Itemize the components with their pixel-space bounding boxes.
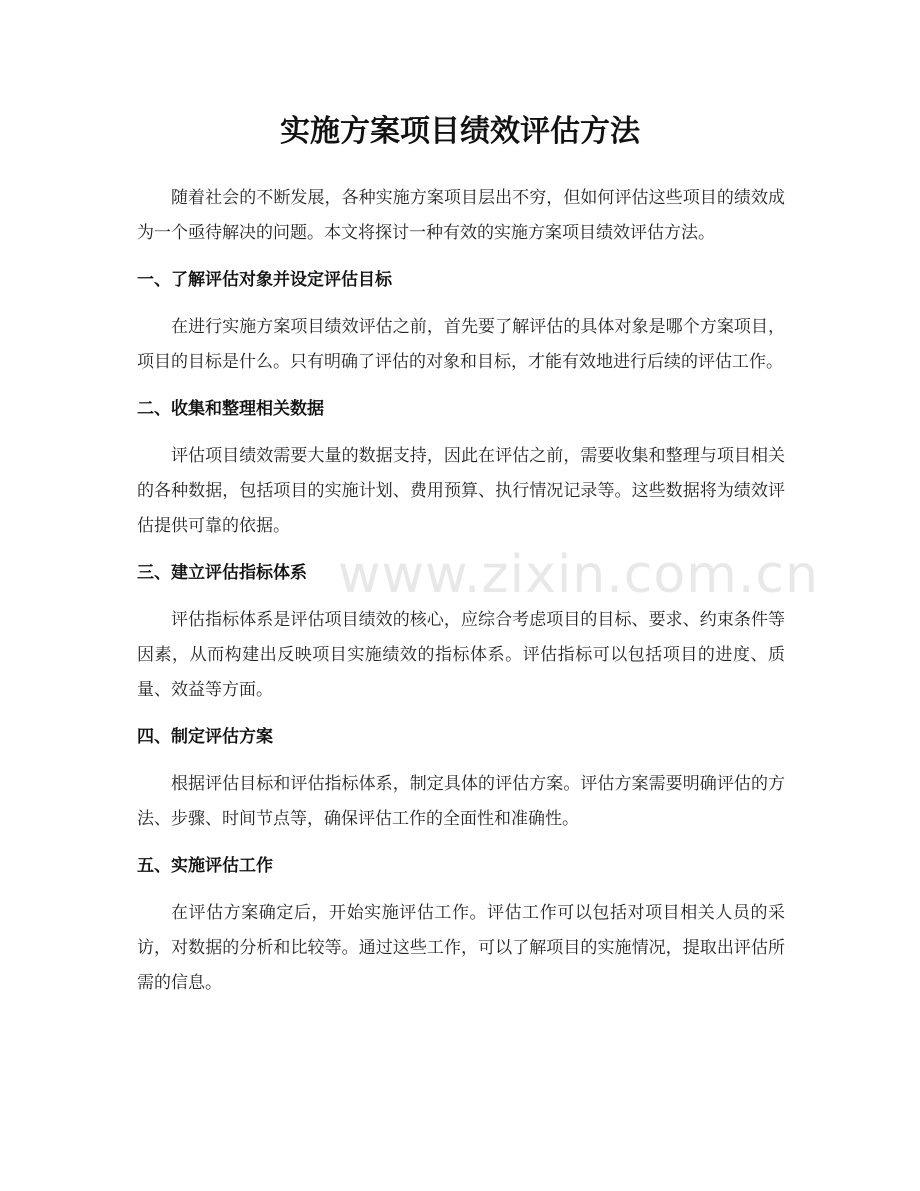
section-5 [137, 849, 785, 1001]
section-heading: 三、建立评估指标体系 [137, 563, 307, 583]
document-body [137, 181, 785, 1013]
watermark: www.zixin.com.cn [338, 545, 819, 605]
section-1 [137, 263, 785, 380]
section-4 [137, 720, 785, 837]
section-paragraph: 根据评估目标和评估指标体系，制定具体的评估方案。评估方案需要明确评估的方法、步骤、时间节点等，确保评估工作的全面性和准确性。 [137, 774, 785, 829]
section-3 [137, 556, 785, 708]
section-paragraph: 评估指标体系是评估项目绩效的核心，应综合考虑项目的目标、要求、约束条件等因素，从而构建出反映项目实施绩效的指标体系。评估指标可以包括项目的进度、质量、效益等方面。 [137, 610, 785, 700]
section-heading: 四、制定评估方案 [137, 727, 273, 747]
section-heading: 二、收集和整理相关数据 [137, 399, 324, 419]
section-paragraph: 评估项目绩效需要大量的数据支持，因此在评估之前，需要收集和整理与项目相关的各种数据，包括项目的实施计划、费用预算、执行情况记录等。这些数据将为绩效评估提供可靠的依据。 [137, 446, 785, 536]
section-heading: 一、了解评估对象并设定评估目标 [137, 270, 392, 290]
document-title: 实施方案项目绩效评估方法 [280, 114, 640, 149]
intro-paragraph: 随着社会的不断发展，各种实施方案项目层出不穷，但如何评估这些项目的绩效成为一个亟待解决的问题。本文将探讨一种有效的实施方案项目绩效评估方法。 [137, 188, 785, 243]
section-heading: 五、实施评估工作 [137, 856, 273, 876]
section-paragraph: 在进行实施方案项目绩效评估之前，首先要了解评估的具体对象是哪个方案项目，项目的目标是什么。只有明确了评估的对象和目标，才能有效地进行后续的评估工作。 [137, 317, 785, 372]
section-2 [137, 392, 785, 544]
section-paragraph: 在评估方案确定后，开始实施评估工作。评估工作可以包括对项目相关人员的采访，对数据的分析和比较等。通过这些工作，可以了解项目的实施情况，提取出评估所需的信息。 [137, 903, 785, 993]
